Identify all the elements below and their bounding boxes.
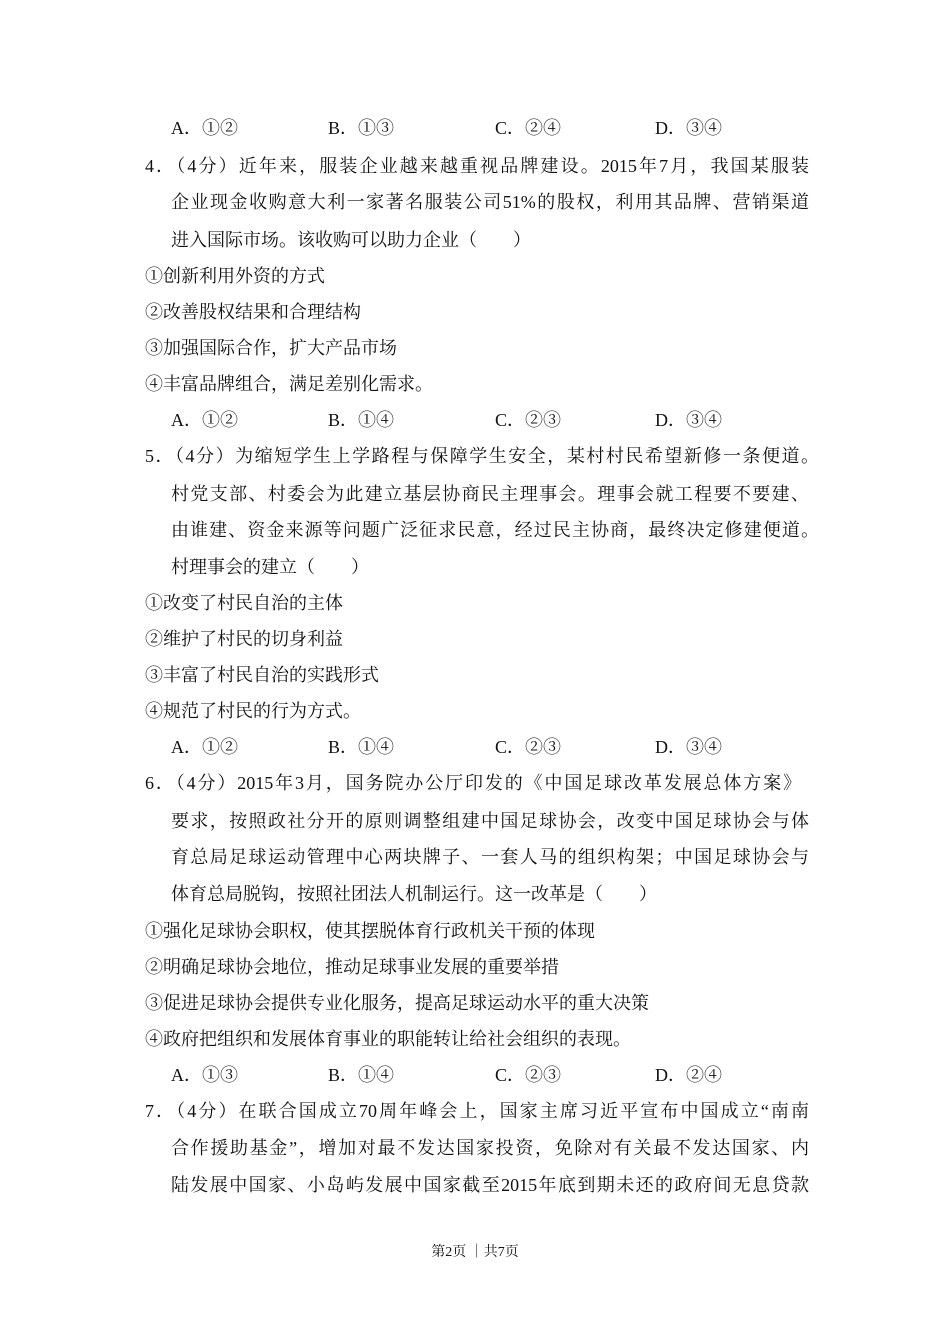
choice-c: C．②③ <box>495 410 562 430</box>
choice-a: A．①② <box>171 737 238 757</box>
choice-d: D．③④ <box>655 737 722 757</box>
question-stem: 体育总局脱钩，按照社团法人机制运行。这一改革是（ ） <box>171 884 657 904</box>
choice-b: B．①④ <box>328 410 395 430</box>
option-statement: ③加强国际合作，扩大产品市场 <box>145 338 397 358</box>
option-statement: ②改善股权结果和合理结构 <box>145 302 361 322</box>
question-stem: 村党支部、村委会为此建立基层协商民主理事会。理事会就工程要不要建、 <box>171 484 809 504</box>
question-stem: 5．（4分）为缩短学生上学路程与保障学生安全，某村村民希望新修一条便道。 <box>145 446 819 466</box>
question-stem: 企业现金收购意大利一家著名服装公司51%的股权，利用其品牌、营销渠道 <box>171 192 809 212</box>
question-stem: 由谁建、资金来源等问题广泛征求民意，经过民主协商，最终决定修建便道。 <box>171 520 819 540</box>
choice-d: D．③④ <box>655 410 722 430</box>
question-stem: 7．（4分）在联合国成立70周年峰会上，国家主席习近平宣布中国成立“南南 <box>145 1101 809 1121</box>
question-stem: 村理事会的建立（ ） <box>171 557 369 577</box>
choice-b: B．①④ <box>328 737 395 757</box>
option-statement: ①改变了村民自治的主体 <box>145 593 343 613</box>
question-stem: 6．（4分）2015年3月，国务院办公厅印发的《中国足球改革发展总体方案》 <box>145 773 801 793</box>
choice-a: A．①③ <box>171 1065 238 1085</box>
choice-b: B．①④ <box>328 1065 395 1085</box>
option-statement: ④政府把组织和发展体育事业的职能转让给社会组织的表现。 <box>145 1029 631 1049</box>
question-stem: 合作援助基金”，增加对最不发达国家投资，免除对有关最不发达国家、内 <box>171 1138 809 1158</box>
choice-c: C．②③ <box>495 737 562 757</box>
choice-b: B．①③ <box>328 118 395 138</box>
choice-a: A．①② <box>171 410 238 430</box>
option-statement: ③丰富了村民自治的实践形式 <box>145 665 379 685</box>
option-statement: ①创新利用外资的方式 <box>145 266 325 286</box>
question-stem: 要求，按照政社分开的原则调整组建中国足球协会，改变中国足球协会与体 <box>171 811 809 831</box>
choice-d: D．③④ <box>655 118 722 138</box>
choice-c: C．②③ <box>495 1065 562 1085</box>
choice-d: D．②④ <box>655 1065 722 1085</box>
option-statement: ③促进足球协会提供专业化服务，提高足球运动水平的重大决策 <box>145 993 649 1013</box>
option-statement: ④规范了村民的行为方式。 <box>145 701 361 721</box>
question-stem: 4．（4分）近年来，服装企业越来越重视品牌建设。2015年7月，我国某服装 <box>145 156 809 176</box>
question-stem: 育总局足球运动管理中心两块牌子、一套人马的组织构架；中国足球协会与 <box>171 847 809 867</box>
question-stem: 陆发展中国家、小岛屿发展中国家截至2015年底到期未还的政府间无息贷款 <box>171 1175 809 1195</box>
option-statement: ②明确足球协会地位，推动足球事业发展的重要举措 <box>145 957 559 977</box>
option-statement: ②维护了村民的切身利益 <box>145 629 343 649</box>
option-statement: ④丰富品牌组合，满足差别化需求。 <box>145 374 433 394</box>
option-statement: ①强化足球协会职权，使其摆脱体育行政机关干预的体现 <box>145 921 595 941</box>
choice-a: A．①② <box>171 118 238 138</box>
choice-c: C．②④ <box>495 118 562 138</box>
page-footer: 第2页 ｜共7页 <box>431 1245 519 1260</box>
question-stem: 进入国际市场。该收购可以助力企业（ ） <box>171 230 531 250</box>
